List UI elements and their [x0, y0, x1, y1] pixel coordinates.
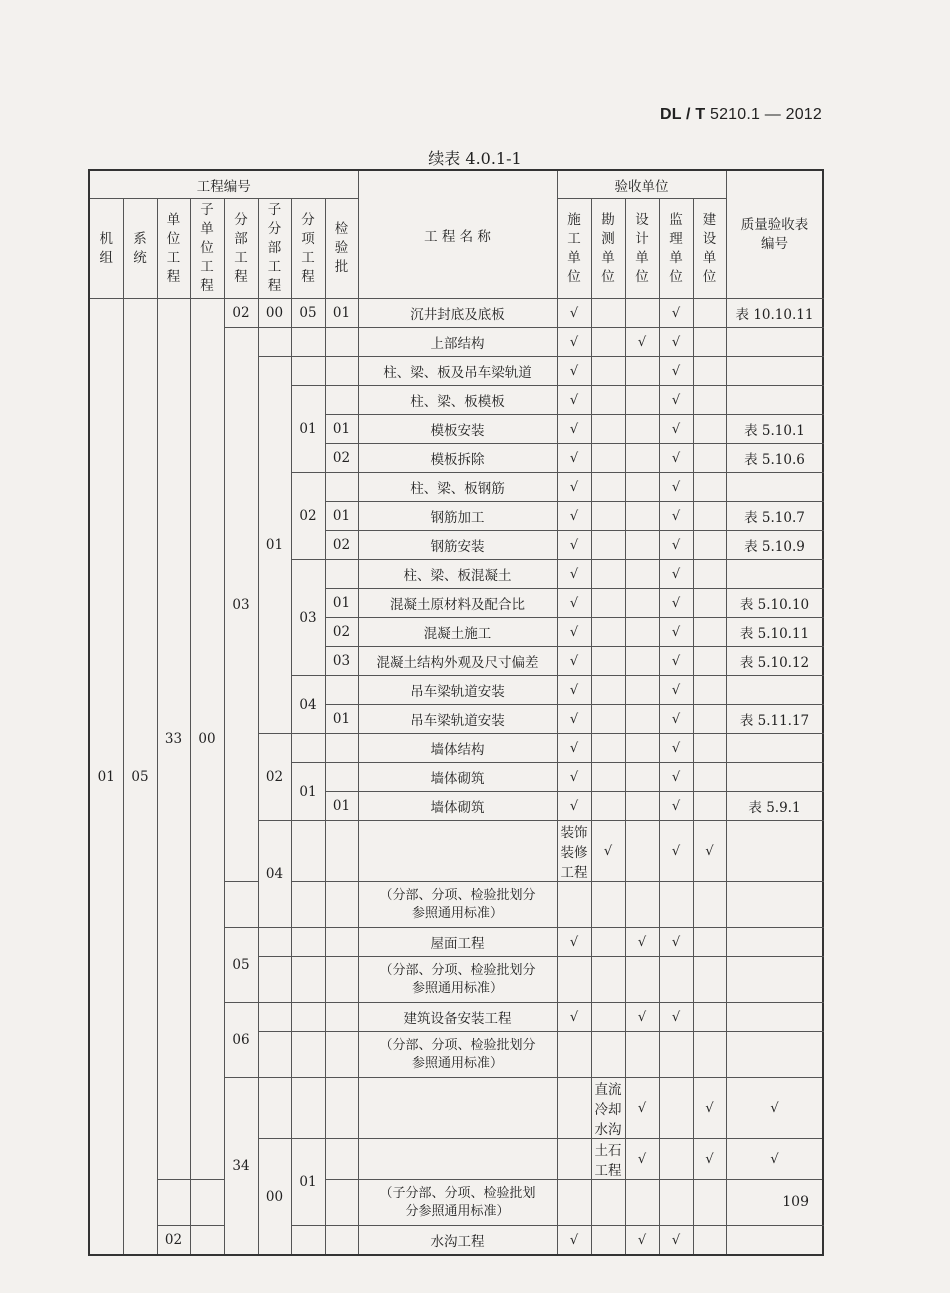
- check-mark: √: [693, 1078, 726, 1139]
- check-mark: √: [659, 502, 693, 531]
- cell-division: 01: [291, 1139, 325, 1226]
- table-row: [89, 299, 823, 328]
- check-mark: √: [557, 531, 591, 560]
- col-unit-project: 单位工程: [157, 199, 190, 299]
- cell-form: 表 5.11.17: [726, 705, 823, 734]
- check-mark: √: [659, 589, 693, 618]
- col-survey: 勘测单位: [591, 199, 625, 299]
- cell-form: 表 5.10.9: [726, 531, 823, 560]
- cell-note: （分部、分项、检验批划分 参照通用标准）: [358, 882, 557, 928]
- cell-form: 表 10.10.11: [726, 299, 823, 328]
- check-mark: √: [557, 1226, 591, 1256]
- check-mark: √: [659, 415, 693, 444]
- check-mark: √: [659, 444, 693, 473]
- cell-division: 02: [224, 299, 258, 328]
- check-mark: √: [625, 328, 659, 357]
- col-supervision: 监理单位: [659, 199, 693, 299]
- cell-note: （分部、分项、检验批划分 参照通用标准）: [358, 957, 557, 1003]
- cell-batch: 01: [325, 705, 358, 734]
- cell-note: （子分部、分项、检验批划 分参照通用标准）: [358, 1180, 557, 1226]
- col-batch: 检验批: [325, 199, 358, 299]
- cell-item: 01: [291, 386, 325, 473]
- group-acceptance-header: 验收单位: [557, 170, 726, 199]
- check-mark: √: [591, 821, 625, 882]
- check-mark: √: [726, 1078, 823, 1139]
- cell-name: 柱、梁、板钢筋: [358, 473, 557, 502]
- cell-item: 03: [291, 560, 325, 676]
- check-mark: √: [659, 357, 693, 386]
- check-mark: √: [659, 560, 693, 589]
- check-mark: √: [557, 415, 591, 444]
- col-sub-division: 子分部工程: [258, 199, 291, 299]
- cell-note: （分部、分项、检验批划分 参照通用标准）: [358, 1032, 557, 1078]
- cell-name: 吊车梁轨道安装: [358, 676, 557, 705]
- name-column-header: 工 程 名 称: [358, 170, 557, 299]
- check-mark: √: [625, 928, 659, 957]
- col-design: 设计单位: [625, 199, 659, 299]
- check-mark: √: [557, 589, 591, 618]
- cell-name: 水沟工程: [358, 1226, 557, 1256]
- cell-form: 表 5.9.1: [726, 792, 823, 821]
- check-mark: √: [659, 386, 693, 415]
- check-mark: √: [557, 328, 591, 357]
- cell-unit-group: 01: [89, 299, 123, 1256]
- cell-system: 05: [123, 299, 157, 1256]
- check-mark: √: [659, 928, 693, 957]
- check-mark: √: [659, 328, 693, 357]
- check-mark: √: [557, 1003, 591, 1032]
- cell-name: 混凝土施工: [358, 618, 557, 647]
- check-mark: √: [726, 1139, 823, 1180]
- page-number: 109: [782, 1194, 809, 1210]
- check-mark: √: [557, 473, 591, 502]
- cell-name: 沉井封底及底板: [358, 299, 557, 328]
- cell-name: 钢筋安装: [358, 531, 557, 560]
- check-mark: √: [557, 299, 591, 328]
- cell-sub-division: 02: [258, 734, 291, 821]
- check-mark: √: [659, 734, 693, 763]
- col-unit-group: 机组: [89, 199, 123, 299]
- cell-form: 表 5.10.7: [726, 502, 823, 531]
- cell-sub-unit: 00: [190, 299, 224, 1180]
- col-division: 分部工程: [224, 199, 258, 299]
- cell-batch: 01: [325, 589, 358, 618]
- check-mark: √: [659, 1226, 693, 1256]
- check-mark: √: [659, 821, 693, 882]
- check-mark: √: [557, 618, 591, 647]
- table-row: [89, 1226, 823, 1256]
- group-code-header: 工程编号: [89, 170, 358, 199]
- check-mark: √: [659, 705, 693, 734]
- cell-batch: 01: [325, 299, 358, 328]
- check-mark: √: [659, 763, 693, 792]
- cell-name: 屋面工程: [358, 928, 557, 957]
- check-mark: √: [557, 502, 591, 531]
- check-mark: √: [557, 357, 591, 386]
- col-construction: 施工单位: [557, 199, 591, 299]
- check-mark: √: [557, 560, 591, 589]
- check-mark: √: [557, 734, 591, 763]
- cell-name: 土石工程: [591, 1139, 625, 1180]
- cell-name: 柱、梁、板混凝土: [358, 560, 557, 589]
- cell-division: 05: [224, 928, 258, 1003]
- check-mark: √: [557, 763, 591, 792]
- cell-name: 墙体砌筑: [358, 792, 557, 821]
- check-mark: √: [557, 928, 591, 957]
- cell-name: 墙体砌筑: [358, 763, 557, 792]
- cell-name: 混凝土结构外观及尺寸偏差: [358, 647, 557, 676]
- cell-name: 模板拆除: [358, 444, 557, 473]
- check-mark: √: [625, 1078, 659, 1139]
- cell-division: 06: [224, 1003, 258, 1078]
- form-no-column-header: 质量验收表编号: [726, 170, 823, 299]
- cell-item: 02: [291, 473, 325, 560]
- cell-sub-division: 00: [258, 299, 291, 328]
- cell-item: 04: [291, 676, 325, 734]
- cell-batch: 01: [325, 415, 358, 444]
- cell-sub-unit: 00: [258, 1139, 291, 1256]
- check-mark: √: [659, 473, 693, 502]
- cell-unit-project: 34: [224, 1078, 258, 1256]
- check-mark: √: [557, 792, 591, 821]
- cell-name: 直流冷却水沟: [591, 1078, 625, 1139]
- cell-batch: 01: [325, 502, 358, 531]
- check-mark: √: [557, 386, 591, 415]
- cell-batch: 02: [325, 618, 358, 647]
- check-mark: √: [625, 1226, 659, 1256]
- check-mark: √: [693, 1139, 726, 1180]
- cell-name: 柱、梁、板模板: [358, 386, 557, 415]
- cell-unit-project: 33: [157, 299, 190, 1180]
- cell-form: 表 5.10.11: [726, 618, 823, 647]
- check-mark: √: [659, 531, 693, 560]
- check-mark: √: [557, 676, 591, 705]
- cell-name: 吊车梁轨道安装: [358, 705, 557, 734]
- cell-name: 墙体结构: [358, 734, 557, 763]
- check-mark: √: [659, 647, 693, 676]
- cell-item: 01: [291, 763, 325, 821]
- check-mark: √: [693, 821, 726, 882]
- cell-form: 表 5.10.1: [726, 415, 823, 444]
- check-mark: √: [659, 1003, 693, 1032]
- check-mark: √: [557, 444, 591, 473]
- cell-batch: 03: [325, 647, 358, 676]
- cell-name: 模板安装: [358, 415, 557, 444]
- check-mark: √: [659, 792, 693, 821]
- col-system: 系统: [123, 199, 157, 299]
- cell-batch: 01: [325, 792, 358, 821]
- cell-batch: 02: [325, 531, 358, 560]
- table-row: [89, 1180, 823, 1226]
- cell-division: 02: [157, 1226, 190, 1256]
- check-mark: √: [659, 299, 693, 328]
- cell-division: 04: [258, 821, 291, 928]
- cell-item: 05: [291, 299, 325, 328]
- cell-name: 混凝土原材料及配合比: [358, 589, 557, 618]
- acceptance-table: [88, 169, 824, 1256]
- cell-sub-division: 01: [258, 357, 291, 734]
- cell-form: 表 5.10.10: [726, 589, 823, 618]
- table-caption: 续表 4.0.1-1: [428, 149, 522, 168]
- cell-name: 建筑设备安装工程: [358, 1003, 557, 1032]
- cell-division: 03: [224, 328, 258, 882]
- cell-batch: 02: [325, 444, 358, 473]
- check-mark: √: [625, 1139, 659, 1180]
- col-item: 分项工程: [291, 199, 325, 299]
- cell-name: 柱、梁、板及吊车梁轨道: [358, 357, 557, 386]
- cell-name: 装饰装修工程: [557, 821, 591, 882]
- check-mark: √: [659, 618, 693, 647]
- standard-code: DL / T 5210.1 — 2012: [659, 106, 822, 123]
- cell-form: 表 5.10.6: [726, 444, 823, 473]
- cell-name: 钢筋加工: [358, 502, 557, 531]
- check-mark: √: [659, 676, 693, 705]
- cell-form: 表 5.10.12: [726, 647, 823, 676]
- col-owner: 建设单位: [693, 199, 726, 299]
- col-sub-unit-project: 子单位工程: [190, 199, 224, 299]
- check-mark: √: [625, 1003, 659, 1032]
- cell-name: 上部结构: [358, 328, 557, 357]
- check-mark: √: [557, 647, 591, 676]
- check-mark: √: [557, 705, 591, 734]
